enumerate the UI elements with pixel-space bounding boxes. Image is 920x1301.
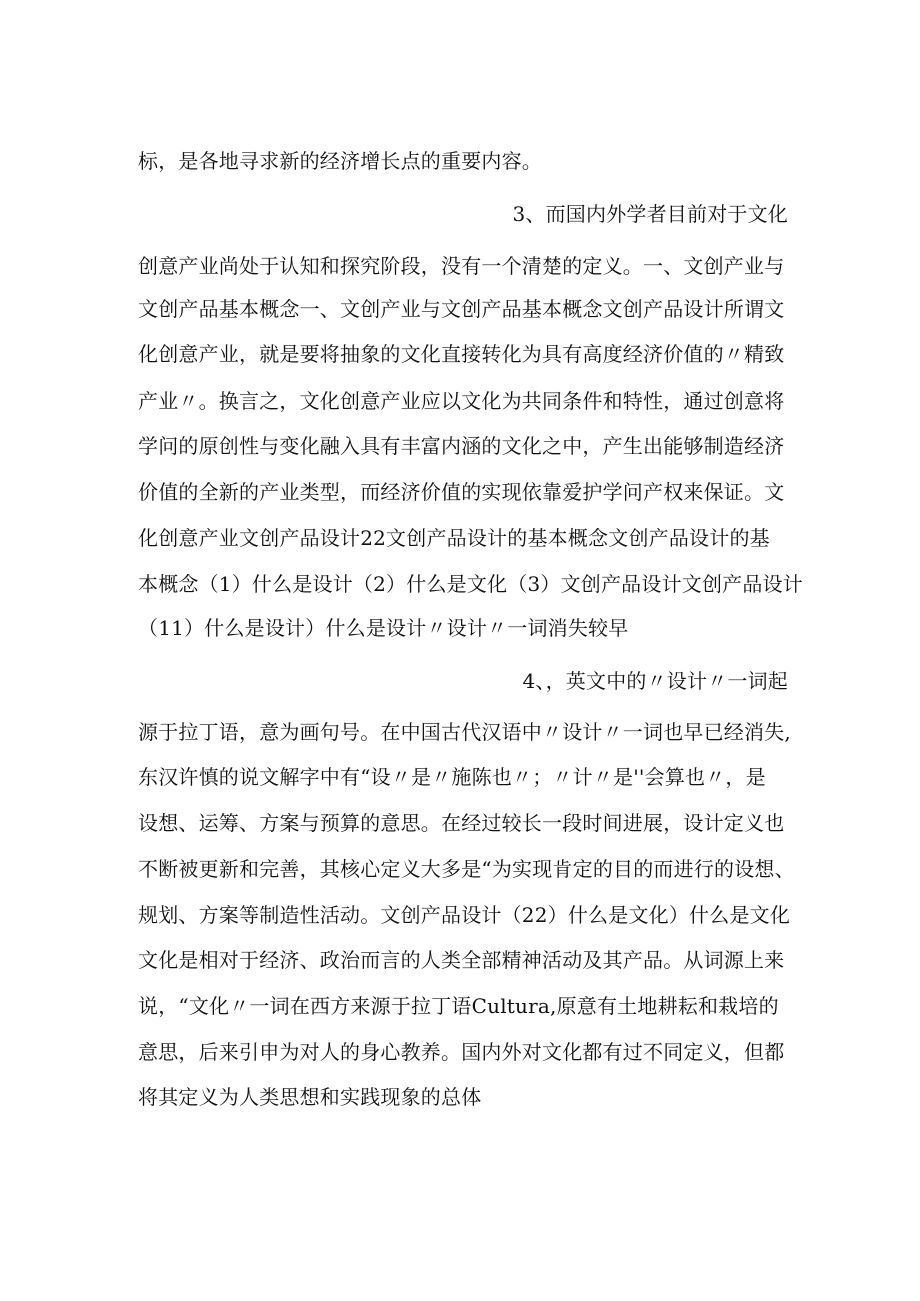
text-line-5: 化创意产业，就是要将抽象的文化直接转化为具有高度经济价值的〃精致 [138,342,785,366]
text-line-19: 说，“文化〃一词在西方来源于拉丁语Cultura,原意有土地耕耘和栽培的 [138,994,779,1018]
text-line-9: 化创意产业文创产品设计22文创产品设计的基本概念文创产品设计的基 [138,526,770,550]
text-line-21: 将其定义为人类思想和实践现象的总体 [138,1085,482,1109]
text-line-14: 东汉许慎的说文解字中有“设〃是〃施陈也〃；〃计〃是''会算也〃，是 [138,765,766,789]
text-line-13: 源于拉丁语，意为画句号。在中国古代汉语中〃设计〃一词也早已经消失, [138,720,791,744]
numbered-paragraph-4-heading: 4、，英文中的〃设计〃一词起 [522,669,788,693]
numbered-paragraph-3-heading: 3、而国内外学者目前对于文化 [512,202,788,226]
text-line-20: 意思，后来引申为对人的身心教养。国内外对文化都有过不同定义，但都 [138,1040,785,1064]
text-line-18: 文化是相对于经济、政治而言的人类全部精神活动及其产品。从词源上来 [138,948,785,972]
text-line-8: 价值的全新的产业类型，而经济价值的实现依靠爱护学问产权来保证。文 [138,480,785,504]
text-line-7: 学问的原创性与变化融入具有丰富内涵的文化之中，产生出能够制造经济 [138,434,785,458]
text-line-4: 文创产品基本概念一、文创产业与文创产品基本概念文创产品设计所谓文 [138,297,785,321]
text-line-6: 产业〃。换言之，文化创意产业应以文化为共同条件和特性，通过创意将 [138,389,785,413]
text-line-15: 设想、运筹、方案与预算的意思。在经过较长一段时间进展，设计定义也 [138,811,785,835]
text-line-3: 创意产业尚处于认知和探究阶段，没有一个清楚的定义。一、文创产业与 [138,254,785,278]
text-line-1: 标，是各地寻求新的经济增长点的重要内容。 [138,149,542,173]
text-line-16: 不断被更新和完善，其核心定义大多是“为实现肯定的目的而进行的设想、 [138,857,795,881]
text-line-11: （11）什么是设计）什么是设计〃设计〃一词消失较早 [138,616,629,640]
text-line-10: 本概念（1）什么是设计（2）什么是文化（3）文创产品设计文创产品设计 [138,572,803,596]
text-line-17: 规划、方案等制造性活动。文创产品设计（22）什么是文化）什么是文化 [138,903,791,927]
